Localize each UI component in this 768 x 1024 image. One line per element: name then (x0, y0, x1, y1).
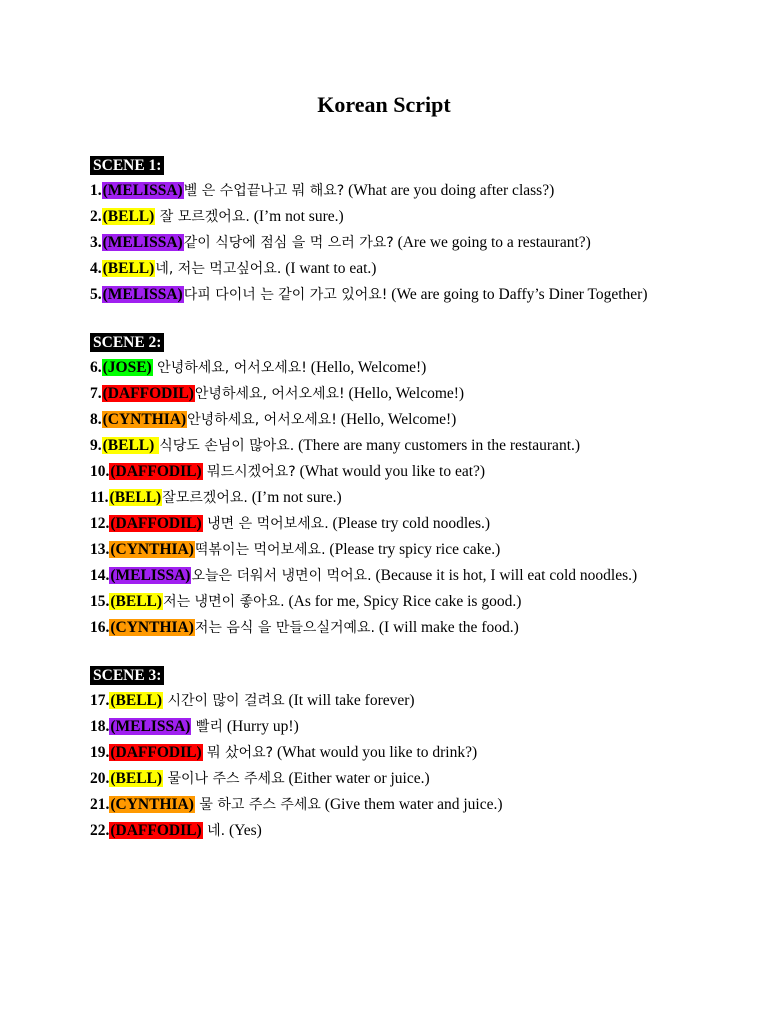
script-line (90, 615, 708, 641)
line-number: 17. (90, 692, 110, 709)
speaker-label: (CYNTHIA) (102, 411, 187, 428)
english-translation: (I will make the food.) (375, 619, 519, 636)
script-line (90, 818, 708, 844)
korean-text: 저는 냉면이 좋아요. (163, 594, 285, 610)
korean-text: 냉면 은 먹어보세요. (202, 516, 329, 532)
speaker-label: (CYNTHIA) (110, 619, 194, 636)
korean-text: 물이나 주스 주세요 (163, 771, 285, 787)
korean-text: 같이 식당에 점심 을 먹 으러 가요? (183, 235, 394, 251)
english-translation: (It will take forever) (284, 692, 415, 709)
speaker-label: (BELL) (102, 260, 155, 277)
english-translation: (Give them water and juice.) (320, 796, 503, 813)
english-translation: (We are going to Daffy’s Diner Together) (387, 286, 648, 303)
korean-text: 저는 음식 을 만들으실거예요. (194, 620, 375, 636)
speaker-label: (BELL) (110, 770, 163, 787)
speaker-label: (MELISSA) (110, 567, 191, 584)
scene-heading: SCENE 1: (90, 156, 164, 175)
korean-text: 시간이 많이 걸려요 (163, 693, 285, 709)
korean-text: 떡볶이는 먹어보세요. (194, 542, 326, 558)
script-line (90, 355, 708, 381)
speaker-label: (BELL) (102, 208, 155, 225)
script-line (90, 589, 708, 615)
speaker-label: (JOSE) (102, 359, 152, 376)
line-number: 18. (90, 718, 110, 735)
scene-2 (90, 333, 708, 641)
line-number: 11. (90, 489, 109, 506)
line-number: 22. (90, 822, 110, 839)
english-translation: (Hello, Welcome!) (306, 359, 427, 376)
speaker-label: (DAFFODIL) (102, 385, 194, 402)
speaker-label: (DAFFODIL) (110, 744, 202, 761)
line-number: 20. (90, 770, 110, 787)
page-title: Korean Script (317, 92, 451, 117)
korean-text: 잘 모르겠어요. (155, 209, 250, 225)
korean-text: 빨리 (191, 719, 223, 735)
korean-text: 물 하고 주스 주세요 (194, 797, 321, 813)
line-number: 9. (90, 437, 102, 454)
script-body (90, 156, 708, 844)
korean-text: 오늘은 더워서 냉면이 먹어요. (191, 568, 372, 584)
script-line (90, 459, 708, 485)
line-number: 10. (90, 463, 110, 480)
english-translation: (Please try cold noodles.) (328, 515, 491, 532)
scene-1 (90, 156, 708, 308)
line-number: 8. (90, 411, 102, 428)
english-translation: (Please try spicy rice cake.) (325, 541, 501, 558)
line-number: 19. (90, 744, 110, 761)
script-line (90, 563, 708, 589)
speaker-label: (MELISSA) (102, 182, 183, 199)
english-translation: (I want to eat.) (281, 260, 377, 277)
script-line (90, 792, 708, 818)
line-number: 7. (90, 385, 102, 402)
script-line (90, 407, 708, 433)
speaker-label: (BELL) (110, 593, 163, 610)
speaker-label: (MELISSA) (102, 234, 183, 251)
script-line (90, 511, 708, 537)
korean-text: 뭐 샀어요? (202, 745, 274, 761)
script-line (90, 688, 708, 714)
speaker-label: (BELL) (102, 437, 159, 454)
speaker-label: (BELL) (110, 692, 163, 709)
speaker-label: (MELISSA) (110, 718, 191, 735)
line-number: 5. (90, 286, 102, 303)
script-line (90, 381, 708, 407)
script-line (90, 766, 708, 792)
english-translation: (I’m not sure.) (249, 208, 344, 225)
korean-text: 잘모르겠어요. (162, 490, 248, 506)
english-translation: (Hello, Welcome!) (344, 385, 465, 402)
script-line (90, 256, 708, 282)
script-line (90, 537, 708, 563)
script-line (90, 740, 708, 766)
english-translation: (Yes) (225, 822, 262, 839)
line-number: 16. (90, 619, 110, 636)
speaker-label: (MELISSA) (102, 286, 183, 303)
script-line (90, 485, 708, 511)
speaker-label: (DAFFODIL) (110, 515, 202, 532)
speaker-label: (CYNTHIA) (110, 541, 194, 558)
line-number: 21. (90, 796, 110, 813)
english-translation: (I’m not sure.) (247, 489, 342, 506)
speaker-label: (DAFFODIL) (110, 822, 202, 839)
english-translation: (What would you like to drink?) (273, 744, 478, 761)
korean-text: 다피 다이너 는 같이 가고 있어요! (183, 287, 388, 303)
korean-text: 네, 저는 먹고싶어요. (155, 261, 282, 277)
english-translation: (Hurry up!) (222, 718, 299, 735)
script-line (90, 230, 708, 256)
scene-heading: SCENE 2: (90, 333, 164, 352)
line-number: 2. (90, 208, 102, 225)
line-number: 6. (90, 359, 102, 376)
script-line (90, 282, 708, 308)
script-line (90, 433, 708, 459)
korean-text: 안녕하세요, 어서오세요! (152, 360, 307, 376)
scene-3 (90, 666, 708, 844)
english-translation: (Either water or juice.) (284, 770, 430, 787)
english-translation: (Hello, Welcome!) (336, 411, 457, 428)
speaker-label: (CYNTHIA) (110, 796, 194, 813)
line-number: 3. (90, 234, 102, 251)
script-line (90, 714, 708, 740)
english-translation: (Are we going to a restaurant?) (393, 234, 591, 251)
line-number: 15. (90, 593, 110, 610)
line-number: 14. (90, 567, 110, 584)
korean-text: 안녕하세요, 어서오세요! (194, 386, 345, 402)
english-translation: (As for me, Spicy Rice cake is good.) (284, 593, 522, 610)
script-line (90, 178, 708, 204)
speaker-label: (BELL) (109, 489, 162, 506)
scene-heading: SCENE 3: (90, 666, 164, 685)
line-number: 13. (90, 541, 110, 558)
english-translation: (There are many customers in the restaurant.) (294, 437, 581, 454)
korean-text: 벨 은 수업끝나고 뭐 해요? (183, 183, 345, 199)
english-translation: (What are you doing after class?) (344, 182, 555, 199)
english-translation: (Because it is hot, I will eat cold noodles.) (371, 567, 638, 584)
korean-text: 네. (202, 823, 226, 839)
line-number: 1. (90, 182, 102, 199)
speaker-label: (DAFFODIL) (110, 463, 202, 480)
english-translation: (What would you like to eat?) (295, 463, 486, 480)
line-number: 12. (90, 515, 110, 532)
script-line (90, 204, 708, 230)
line-number: 4. (90, 260, 102, 277)
korean-text: 식당도 손님이 많아요. (159, 438, 295, 454)
korean-text: 안녕하세요, 어서오세요! (187, 412, 337, 428)
korean-text: 뭐드시겠어요? (202, 464, 296, 480)
